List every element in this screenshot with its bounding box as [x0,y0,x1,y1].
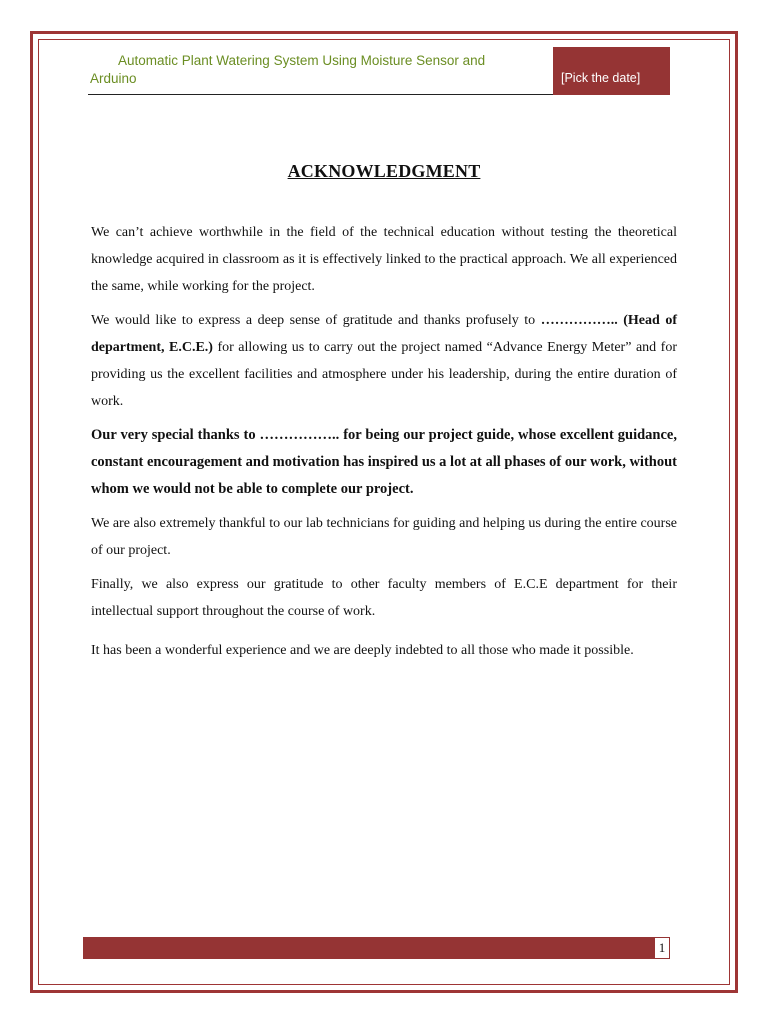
header-title-line2: Arduino [90,71,137,86]
header-underline [88,94,554,95]
paragraph-2-bold: …………….. (Head of department, E.C.E.) [91,313,678,355]
paragraph-2-text-b: for allowing us to carry out the project named “Advance Energy Meter” and for providing us the excellent facilities and atmosphere under his leadership, during the entire duration of work. [91,340,677,409]
footer-bar [83,937,670,959]
paragraph-3: Our very special thanks to …………….. for being our project guide, whose excellent guidance, constant encouragement and motivation has inspired us a lot at all phases of our work, without whom we would not be able to complete our project. [91,427,677,497]
paragraph-1: We can’t achieve worthwhile in the field of the technical education without testing the theoretical knowledge acquired in classroom as it is effectively linked to the practical approach. We all experienced the same, while working for the project. [91,225,677,294]
page-heading: ACKNOWLEDGMENT [287,161,481,181]
paragraph-6: It has been a wonderful experience and we are deeply indebted to all those who made it possible. [91,643,634,658]
document-body [91,219,677,671]
paragraph-2 [91,307,677,415]
header-title-line1: Automatic Plant Watering System Using Moisture Sensor and [118,53,486,68]
header-title [90,52,530,88]
paragraph-2-text-a: We would like to express a deep sense of gratitude and thanks profusely to [91,313,541,328]
date-placeholder[interactable]: [Pick the date] [553,47,670,95]
page-number: 1 [655,938,669,958]
paragraph-5: Finally, we also express our gratitude to other faculty members of E.C.E department for their intellectual support throughout the course of work. [91,577,677,619]
paragraph-4: We are also extremely thankful to our lab technicians for guiding and helping us during the entire course of our project. [91,516,677,558]
